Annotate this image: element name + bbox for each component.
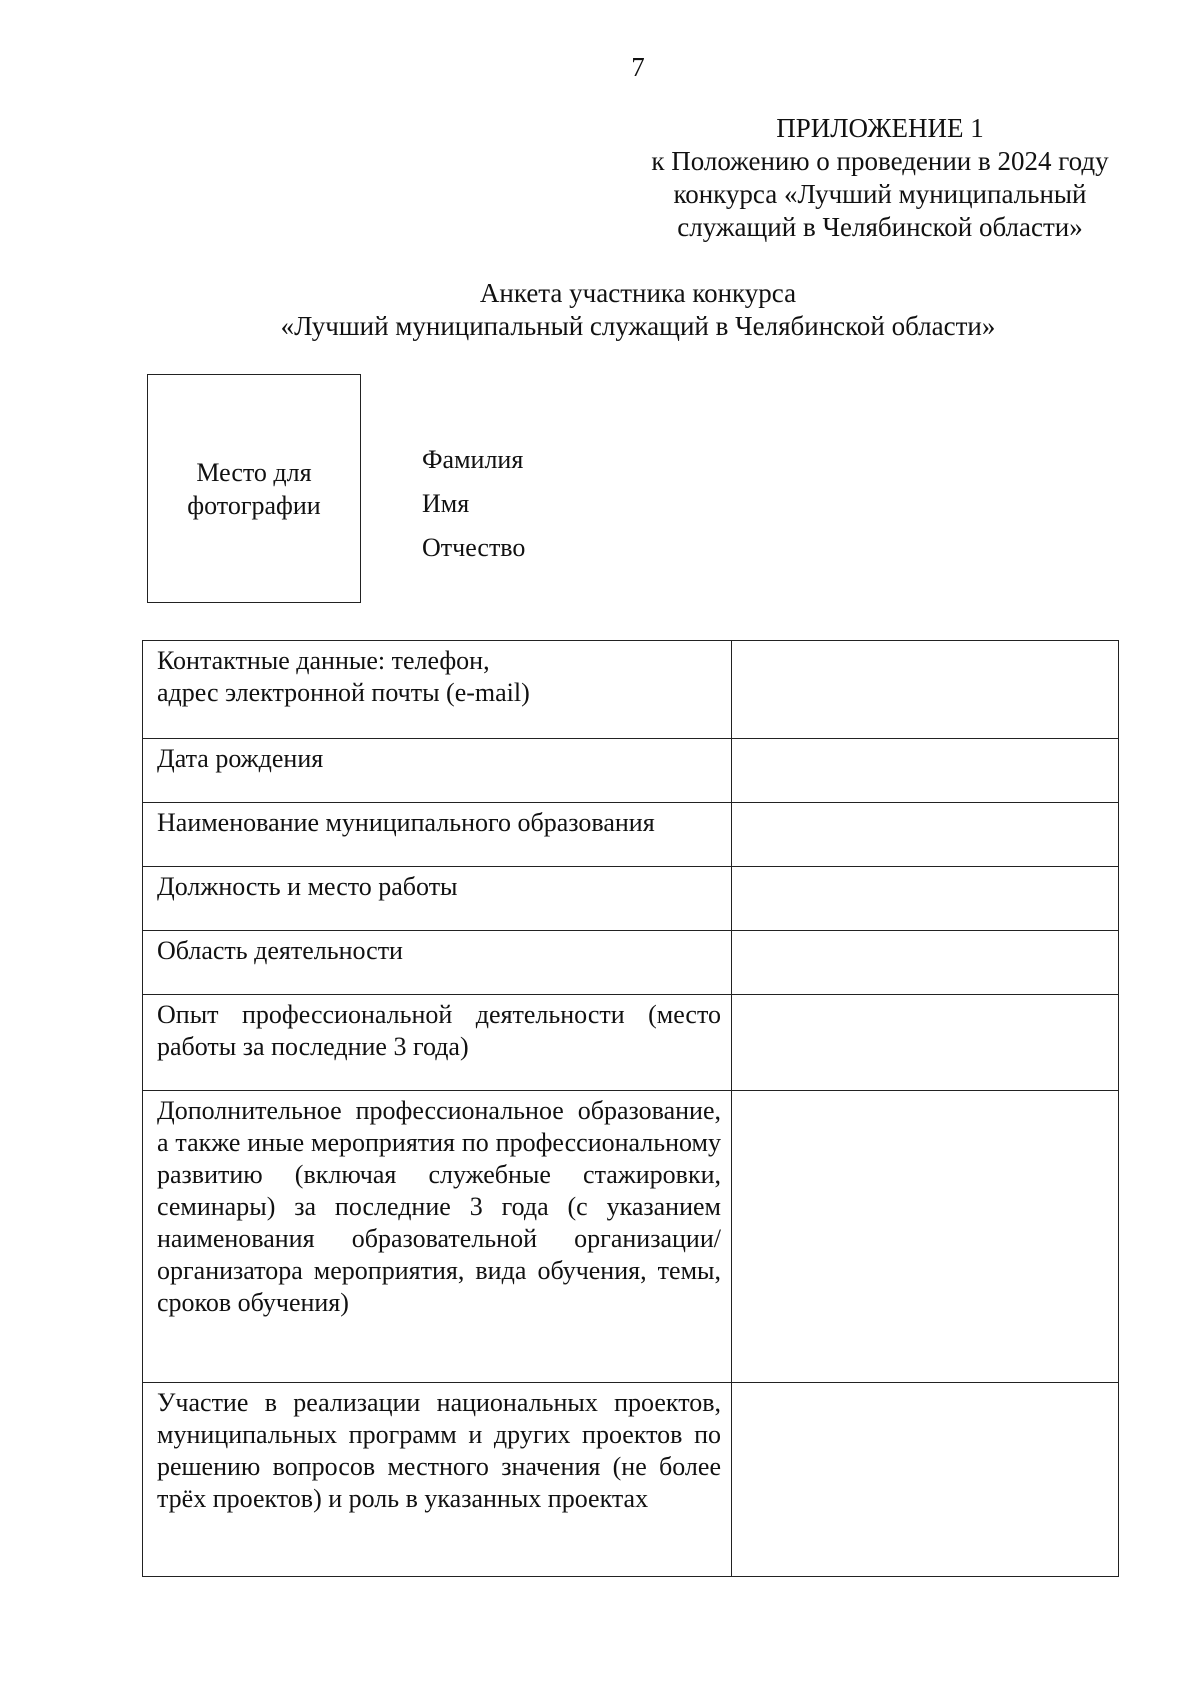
row-value-field[interactable]	[732, 1091, 1119, 1383]
photo-label: Место для	[196, 457, 312, 487]
row-label: Контактные данные: телефон, адрес электронной почты (e-mail)	[143, 641, 732, 739]
photo-label: фотографии	[187, 490, 321, 520]
table-row	[143, 1091, 1119, 1383]
table-row	[143, 641, 1119, 739]
row-value-field[interactable]	[732, 995, 1119, 1091]
patronymic-label: Отчество	[422, 533, 526, 562]
form-title	[0, 277, 1200, 343]
form-title-line: «Лучший муниципальный служащий в Челябинской области»	[280, 311, 996, 341]
row-label: Должность и место работы	[143, 867, 732, 931]
appendix-line: конкурса «Лучший муниципальный	[673, 179, 1087, 209]
row-label: Наименование муниципального образования	[143, 803, 732, 867]
row-value-field[interactable]	[732, 867, 1119, 931]
row-value-field[interactable]	[732, 931, 1119, 995]
table-row	[143, 931, 1119, 995]
table-row	[143, 867, 1119, 931]
row-label: Опыт профессиональной деятельности (место работы за последние 3 года)	[143, 995, 732, 1091]
table-row	[143, 1383, 1119, 1577]
row-label: Дополнительное профессиональное образование, а также иные мероприятия по профессиональному развитию (включая служебные стажировки, семинары) за последние 3 года (с указанием наименования образовательной организации/организатора мероприятия, вида обучения, темы, сроков обучения)	[143, 1091, 732, 1383]
appendix-title: ПРИЛОЖЕНИЕ 1	[776, 113, 984, 143]
photo-placeholder	[147, 374, 361, 603]
row-value-field[interactable]	[732, 739, 1119, 803]
first-name-label: Имя	[422, 489, 470, 518]
table-row	[143, 739, 1119, 803]
appendix-line: к Положению о проведении в 2024 году	[651, 146, 1109, 176]
surname-label: Фамилия	[422, 445, 524, 474]
row-label: Участие в реализации национальных проектов, муниципальных программ и других проектов по решению вопросов местного значения (не более трёх проектов) и роль в указанных проектах	[143, 1383, 732, 1577]
questionnaire-table	[142, 640, 1119, 1577]
row-value-field[interactable]	[732, 1383, 1119, 1577]
row-label: Дата рождения	[143, 739, 732, 803]
appendix-header	[560, 112, 1200, 244]
table-row	[143, 995, 1119, 1091]
page-number: 7	[631, 52, 645, 82]
form-title-line: Анкета участника конкурса	[479, 278, 797, 308]
row-value-field[interactable]	[732, 641, 1119, 739]
name-fields	[422, 438, 525, 570]
row-label: Область деятельности	[143, 931, 732, 995]
appendix-line: служащий в Челябинской области»	[677, 212, 1083, 242]
row-value-field[interactable]	[732, 803, 1119, 867]
table-row	[143, 803, 1119, 867]
